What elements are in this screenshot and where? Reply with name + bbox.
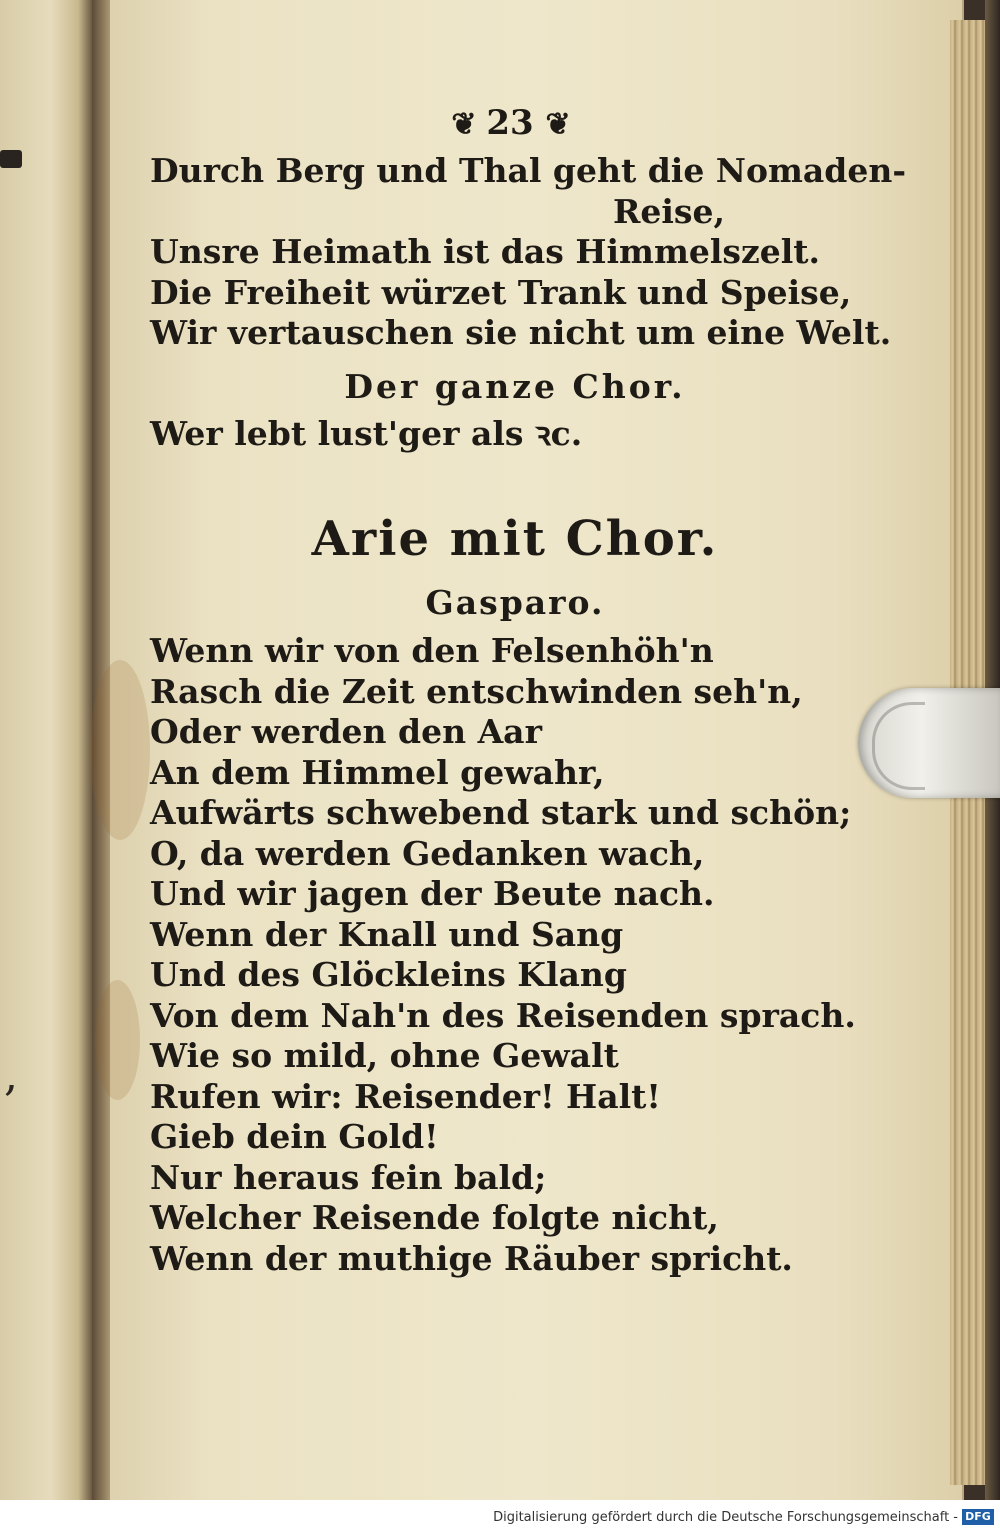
dfg-logo: DFG xyxy=(962,1509,994,1525)
page-number: 23 xyxy=(486,103,534,143)
left-page-comma: , xyxy=(4,1050,18,1101)
section-title: Arie mit Chor. xyxy=(311,511,719,567)
verse-line: Unsre Heimath ist das Himmelszelt. xyxy=(150,232,820,271)
verse-line: Wie so mild, ohne Gewalt xyxy=(150,1036,619,1075)
page-header xyxy=(140,95,880,151)
stanza-1 xyxy=(150,151,907,354)
verse-line: Rufen wir: Reisender! Halt! xyxy=(150,1076,661,1116)
left-page-edge xyxy=(0,0,92,1500)
verse-line: Gieb dein Gold! xyxy=(150,1117,439,1156)
verse-line: An dem Himmel gewahr, xyxy=(150,752,605,792)
verse-line: Oder werden den Aar xyxy=(150,712,542,751)
footer-bar xyxy=(0,1500,1000,1535)
speaker-name: Gasparo. xyxy=(425,583,605,622)
verse-line: Durch Berg und Thal geht die Nomaden- xyxy=(150,151,907,190)
verse-line: Reise, xyxy=(612,191,725,231)
ornament-right: ❦ xyxy=(545,107,569,142)
verse-line: O, da werden Gedanken wach, xyxy=(150,833,705,873)
verse-line: Nur heraus fein bald; xyxy=(150,1157,547,1197)
stain xyxy=(95,980,140,1100)
chor-line: Wer lebt lust'ger als ꝛc. xyxy=(150,413,583,453)
verse-line: Wenn wir von den Felsenhöh'n xyxy=(150,631,714,670)
verse-line: Und wir jagen der Beute nach. xyxy=(150,874,715,913)
verse-line: Welcher Reisende folgte nicht, xyxy=(150,1198,719,1237)
chor-heading: Der ganze Chor. xyxy=(344,366,686,406)
verse-line: Die Freiheit würzet Trank und Speise, xyxy=(150,272,852,312)
verse-line: Von dem Nah'n des Reisenden sprach. xyxy=(150,995,856,1035)
verse-line: Wenn der Knall und Sang xyxy=(150,914,624,954)
page-text xyxy=(150,95,907,1279)
ornament-left: ❦ xyxy=(451,107,475,142)
binding-tab xyxy=(0,150,22,168)
verse-line: Rasch die Zeit entschwinden seh'n, xyxy=(150,671,803,711)
footer-credit: Digitalisierung gefördert durch die Deutsche Forschungsgemeinschaft - xyxy=(493,1510,958,1525)
stain xyxy=(90,660,150,840)
verse-line: Aufwärts schwebend stark und schön; xyxy=(150,793,852,832)
verse-line: Und des Glöckleins Klang xyxy=(150,955,627,994)
verse-line: Wenn der muthige Räuber spricht. xyxy=(150,1238,793,1278)
aria-stanza xyxy=(150,631,880,1279)
verse-line: Wir vertauschen sie nicht um eine Welt. xyxy=(150,313,892,352)
